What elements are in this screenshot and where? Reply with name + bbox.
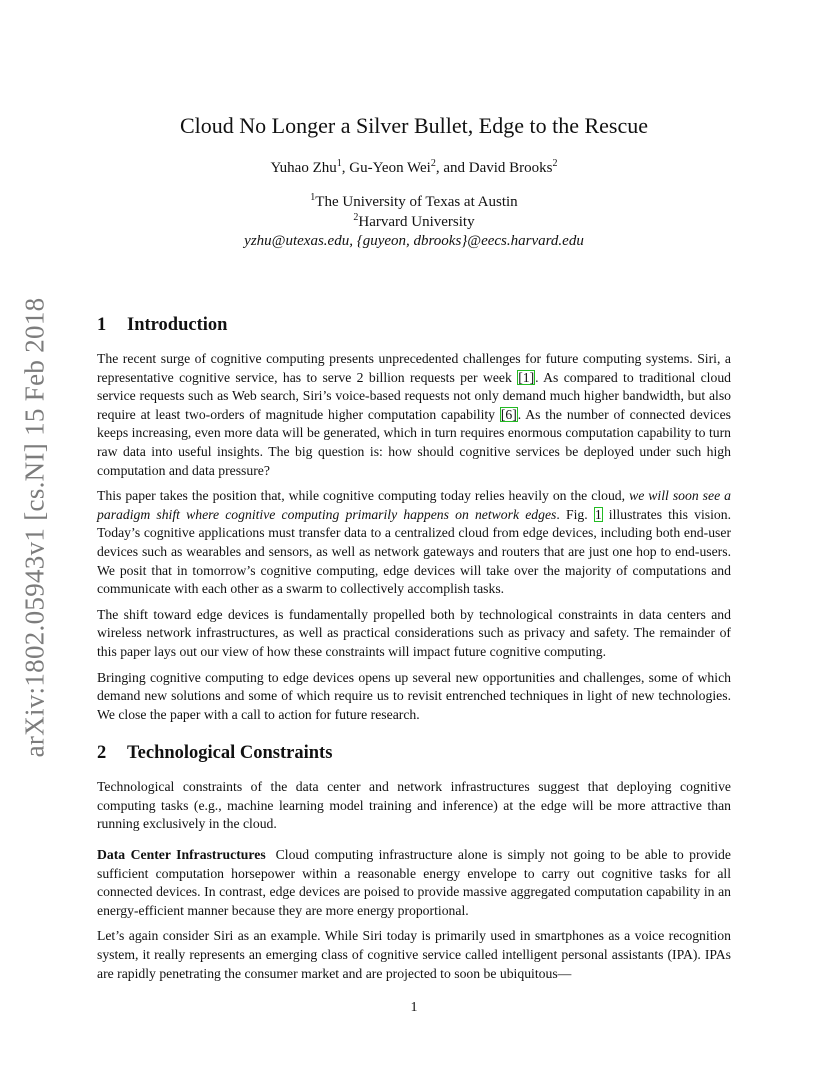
author-affil-mark: 2 <box>552 158 558 169</box>
affil-mark: 2 <box>353 211 359 223</box>
affiliation-line <box>0 193 828 213</box>
figure-ref-link[interactable]: 1 <box>594 506 602 522</box>
section-heading <box>97 312 731 338</box>
section-technological-constraints <box>97 740 731 983</box>
paragraph <box>97 487 731 599</box>
paragraph <box>97 846 731 920</box>
text-run: illustrates this vision. Today’s cognitive applications must transfer data to a centralized cloud from edge devices, including both end-user devices such as wearables and sensors, as well as network gateways and routers that are just one hop to end-users. We posit that in tomorrow’s cognitive computing, edge devices will take over the majority of computations and communicate with each other as a swarm to collectively accomplish tasks. <box>97 506 732 597</box>
section-title: Introduction <box>127 315 228 335</box>
author-affil-mark: 1 <box>336 158 342 169</box>
arxiv-identifier: arXiv:1802.05943v1 [cs.NI] 15 Feb 2018 <box>19 297 50 757</box>
affil-mark: 1 <box>310 192 316 203</box>
affiliations <box>0 193 828 252</box>
citation-link[interactable]: [1] <box>518 369 535 385</box>
paragraph: Let’s again consider Siri as an example. While Siri today is primarily used in smartphones as a voice recognition system, it really represents an emerging class of cognitive service called intelligent personal assistants (IPA). IPAs are rapidly penetrating the consumer market and are projected to soon be ubiquitous— <box>97 928 731 981</box>
paragraph: Bringing cognitive computing to edge devices opens up several new opportunities and challenges, some of which demand new solutions and some of which require us to revisit entrenched techniques in light of new technologies. We close the paper with a call to action for future research. <box>97 669 731 722</box>
affiliation-line <box>0 213 828 233</box>
text-run: The recent surge of cognitive computing presents unprecedented challenges for future computing systems. Siri, a representative cognitive service, has to serve 2 billion requests per week <box>97 351 731 385</box>
emphasized-text: we will soon see a paradigm shift where cognitive computing primarily happens on network edges <box>97 488 731 522</box>
affiliation-name: The University of Texas at Austin <box>315 194 518 210</box>
section-title: Technological Constraints <box>127 743 333 764</box>
section-number: 2 <box>97 743 107 764</box>
text-run: This paper takes the position that, while cognitive computing today relies heavily on the cloud, <box>97 488 630 504</box>
paper-title: Cloud No Longer a Silver Bullet, Edge to the Rescue <box>179 113 648 138</box>
arxiv-sidebar <box>8 292 62 762</box>
affiliation-name: Harvard University <box>358 213 475 230</box>
author-name: Yuhao Zhu <box>270 160 337 176</box>
section-number: 1 <box>97 315 107 335</box>
author-emails: yzhu@utexas.edu, {guyeon, dbrooks}@eecs.harvard.edu <box>244 233 584 249</box>
text-run: Cloud computing infrastructure alone is simply not going to be able to provide sufficient computation horsepower within a reasonable energy envelope to carry out cognitive tasks for all connected devices. In contrast, edge devices are poised to provide massive aggregated computation capability in an energy-efficient manner because they are more energy proportional. <box>97 847 731 918</box>
author-affil-mark: 2 <box>430 158 436 169</box>
section-introduction <box>97 312 731 724</box>
author-list <box>0 160 828 177</box>
citation-link[interactable]: [6] <box>500 406 517 422</box>
author-separator: , <box>341 160 350 176</box>
paragraph: The shift toward edge devices is fundamentally propelled both by technological constraints in data centers and wireless network infrastructures, as well as practical considerations such as privacy and safety. The remainder of this paper lays out our view of how these constraints will impact future cognitive computing. <box>97 606 731 659</box>
author-name: Gu-Yeon Wei <box>349 160 431 176</box>
text-run: . As compared to traditional cloud service requests such as Web search, Siri’s voice-based requests not only demand much higher bandwidth, but also require at least two-orders of magnitude higher computation capability <box>97 369 732 422</box>
page-number: 1 <box>410 1000 418 1015</box>
author-separator: , and <box>435 160 469 176</box>
author-name: David Brooks <box>468 160 553 176</box>
paragraph: Technological constraints of the data center and network infrastructures suggest that deploying cognitive computing tasks (e.g., machine learning model training and inference) at the edge will be more attractive than running exclusively in the cloud. <box>97 779 731 832</box>
section-heading <box>97 740 731 766</box>
paper-body <box>97 312 731 990</box>
paragraph-heading: Data Center Infrastructures <box>97 847 266 863</box>
text-run: . Fig. <box>556 506 594 522</box>
paragraph <box>97 350 731 480</box>
text-run: . As the number of connected devices keeps increasing, even more data will be generated, which in turn requires enormous computation capability to turn raw data into useful insights. The big question is: how should cognitive services be deployed under such high computation and data pressure? <box>97 406 731 478</box>
